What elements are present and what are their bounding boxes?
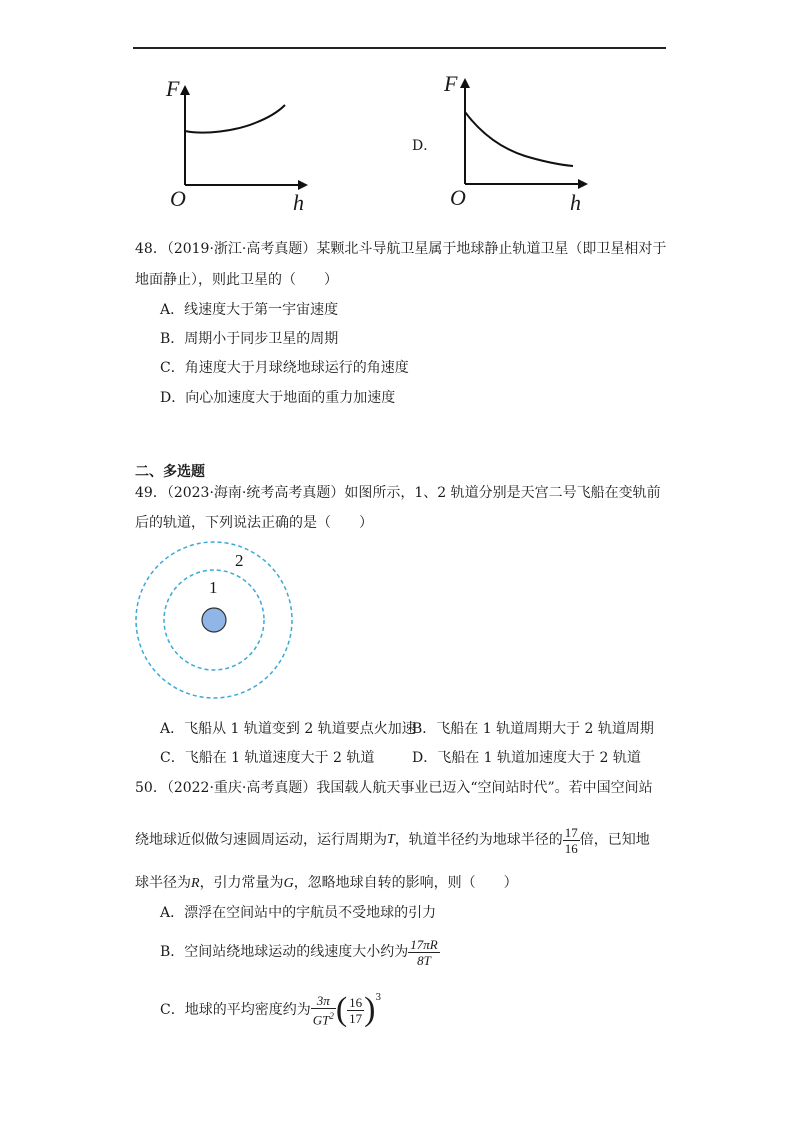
q48-option-d: D．向心加速度大于地面的重力加速度 (160, 390, 396, 406)
graph-d-curve (465, 112, 573, 166)
graph-c-x-arrow (298, 180, 308, 190)
graph-d-y-label: F (444, 71, 458, 96)
density-denominator-exponent: 2 (329, 1010, 334, 1021)
q50-line2-part-c: 倍，已知地 (579, 832, 650, 848)
density-denominator-base: GT (312, 1012, 330, 1028)
symbol-G: G (283, 876, 294, 891)
planet (202, 608, 226, 632)
symbol-T: T (387, 832, 395, 847)
q48-option-a: A．线速度大于第一宇宙速度 (160, 302, 339, 318)
q48-option-b: B．周期小于同步卫星的周期 (160, 331, 339, 347)
orbit-label-1: 1 (209, 578, 218, 597)
graph-c-curve (185, 105, 285, 133)
left-paren: ( (335, 991, 348, 1028)
velocity-denominator: 8T (417, 952, 431, 968)
q49-option-c: C．飞船在 1 轨道速度大于 2 轨道 (160, 750, 375, 766)
density-numerator: 3π (311, 993, 336, 1009)
header-rule (133, 47, 666, 49)
fraction-17-16 (563, 825, 580, 856)
graph-c-origin: O (170, 186, 186, 211)
q48-stem-line2: 地面静止），则此卫星的（ ） (135, 272, 338, 288)
ratio-exponent: 3 (375, 993, 382, 1003)
velocity-fraction (408, 937, 439, 968)
velocity-numerator: 17πR (410, 936, 438, 952)
fraction-numerator: 17 (564, 824, 578, 840)
graph-d-y-arrow (460, 78, 470, 88)
orbit-label-2: 2 (235, 551, 244, 570)
q50-line3-part-c: ，忽略地球自转的影响，则（ ） (293, 875, 518, 891)
graph-d-origin: O (450, 185, 466, 210)
density-fraction (311, 993, 336, 1027)
fraction-denominator: 16 (564, 840, 578, 856)
graph-d-option: D． (412, 138, 438, 154)
graph-c-y-arrow (180, 85, 190, 95)
graph-c-y-label: F (166, 76, 180, 101)
q50-option-b (160, 932, 440, 972)
q49-option-a: A．飞船从 1 轨道变到 2 轨道要点火加速 (160, 721, 416, 737)
symbol-R: R (191, 876, 200, 891)
ratio-fraction (347, 995, 364, 1026)
q50-line2-part-b: ，轨道半径约为地球半径的 (394, 832, 563, 848)
q50-stem-line1: 50．（2022·重庆·高考真题）我国载人航天事业已迈入“空间站时代”。若中国空间站 (135, 780, 653, 796)
density-denominator (311, 1009, 336, 1027)
q48-stem-line1: 48．（2019·浙江·高考真题）某颗北斗导航卫星属于地球静止轨道卫星（即卫星相对于 (135, 241, 667, 257)
q49-option-b: B．飞船在 1 轨道周期大于 2 轨道周期 (412, 721, 654, 737)
graph-c-x-label: h (293, 190, 304, 215)
q50-option-a: A．漂浮在空间站中的宇航员不受地球的引力 (160, 905, 437, 921)
q50-line3-part-b: ，引力常量为 (199, 875, 284, 891)
graph-d-x-arrow (578, 179, 588, 189)
ratio-denominator: 17 (349, 1010, 363, 1026)
q48-option-c: C．角速度大于月球绕地球运行的角速度 (160, 360, 409, 376)
right-paren: ) (364, 991, 376, 1028)
section-heading: 二、多选题 (135, 464, 205, 480)
q50-line3-part-a: 球半径为 (135, 875, 191, 891)
q49-option-d: D．飞船在 1 轨道加速度大于 2 轨道 (412, 750, 641, 766)
ratio-numerator: 16 (349, 994, 363, 1010)
q50-line2-part-a: 绕地球近似做匀速圆周运动，运行周期为 (135, 832, 387, 848)
q50-option-c-text: C．地球的平均密度约为 (160, 1002, 311, 1018)
graph-d-x-label: h (570, 190, 581, 215)
q50-option-c (160, 984, 381, 1036)
q50-option-b-text: B．空间站绕地球运动的线速度大小约为 (160, 944, 409, 960)
q50-stem-line3 (135, 873, 518, 894)
q49-stem-line2: 后的轨道，下列说法正确的是（ ） (135, 515, 373, 531)
orbit-diagram (134, 540, 296, 702)
q50-stem-line2 (135, 820, 650, 860)
q49-stem-line1: 49．（2023·海南·统考高考真题）如图所示，1、2 轨道分别是天宫二号飞船在变轨前 (135, 485, 661, 501)
